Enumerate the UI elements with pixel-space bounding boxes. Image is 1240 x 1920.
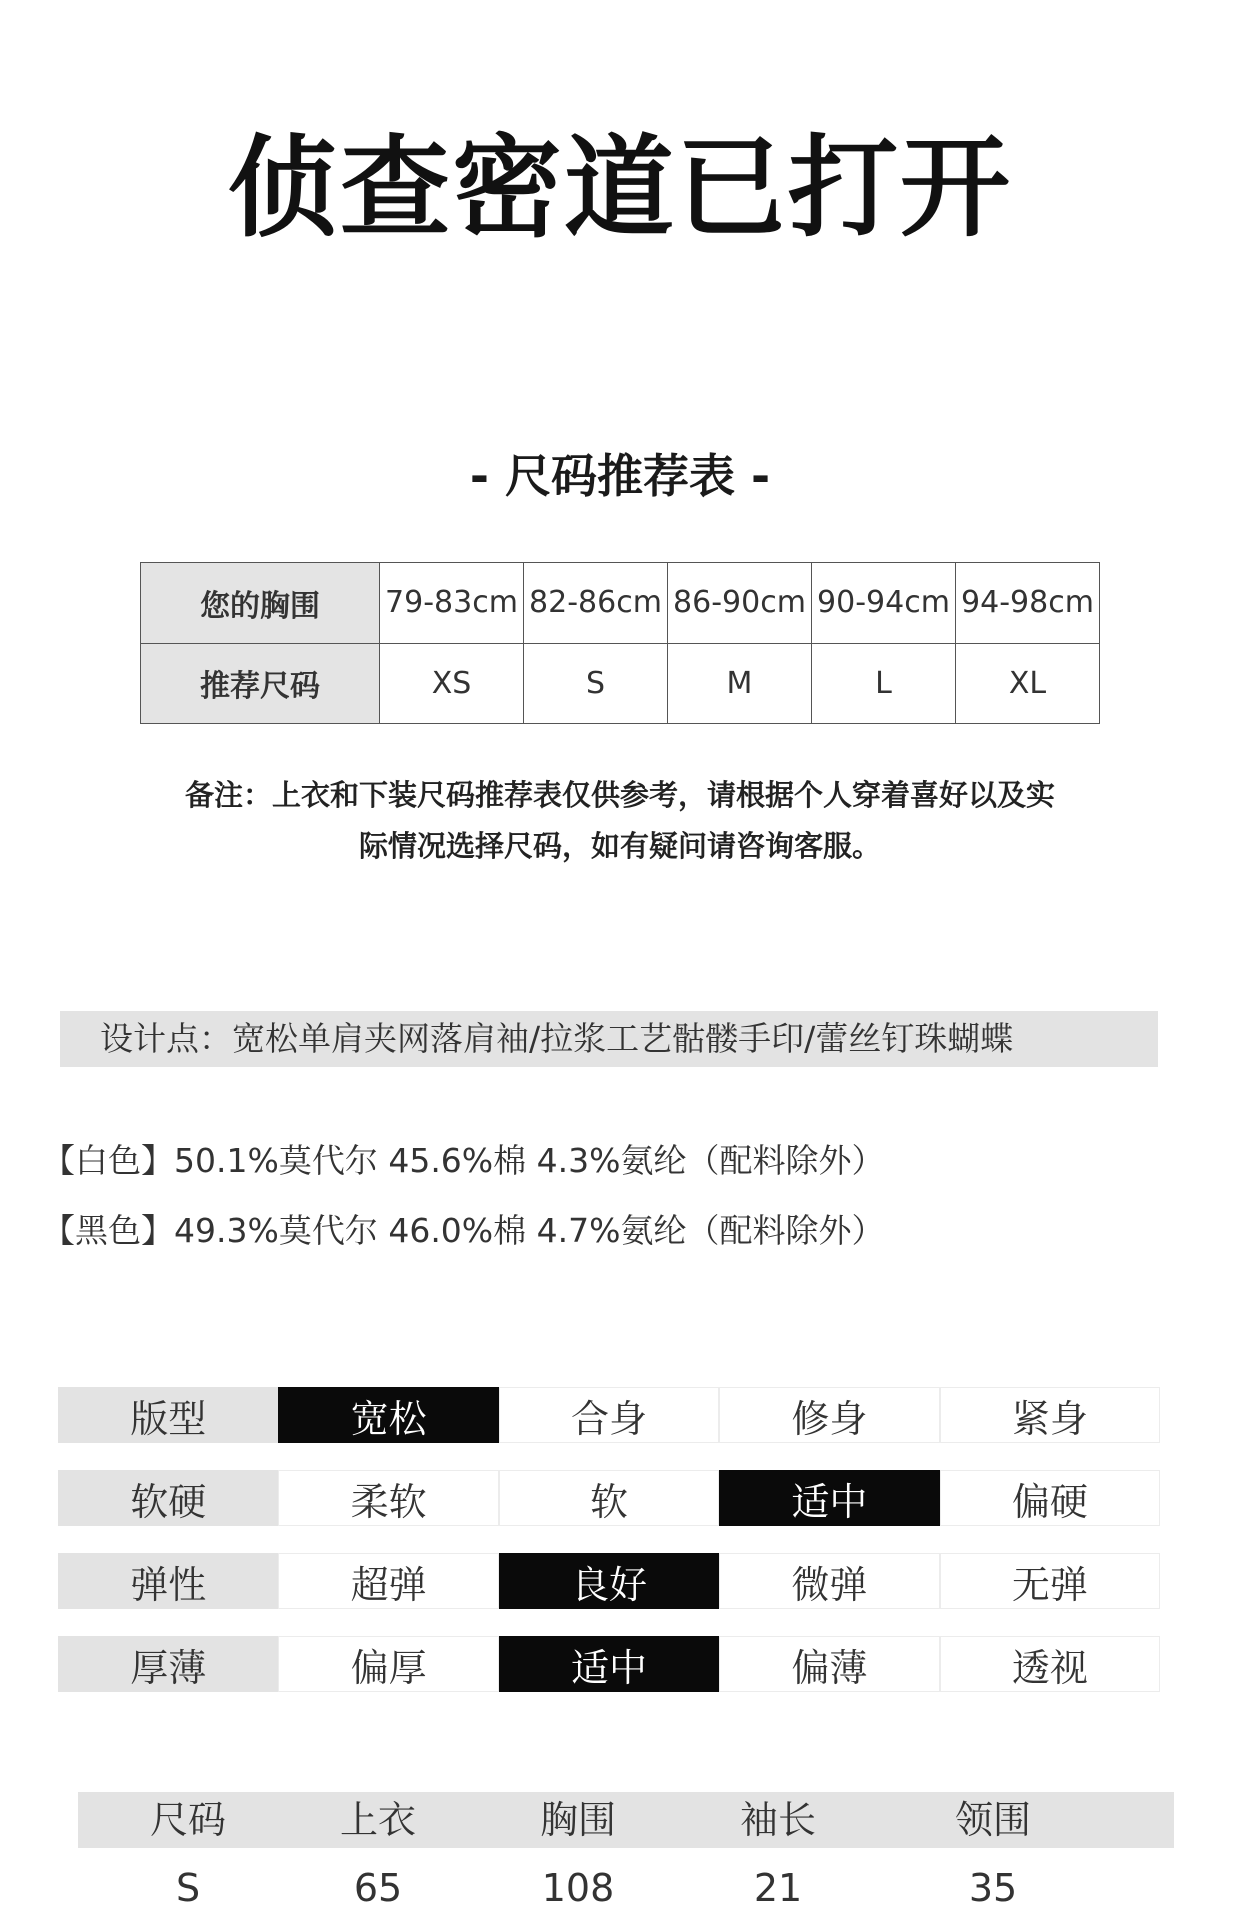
size-note-line: 际情况选择尺码，如有疑问请咨询客服。 xyxy=(358,829,881,863)
attribute-option: 紧身 xyxy=(940,1387,1160,1443)
attribute-option-selected: 适中 xyxy=(499,1636,719,1692)
size-chart-title: - 尺码推荐表 - xyxy=(469,449,771,503)
attribute-option: 偏薄 xyxy=(719,1636,939,1692)
size-note xyxy=(130,770,1110,872)
attribute-option: 偏厚 xyxy=(278,1636,498,1692)
size-note-line: 备注：上衣和下装尺码推荐表仅供参考，请根据个人穿着喜好以及实 xyxy=(184,778,1055,812)
attribute-option: 无弹 xyxy=(940,1553,1160,1609)
attribute-label: 厚薄 xyxy=(58,1636,278,1692)
attribute-option: 微弹 xyxy=(719,1553,939,1609)
attribute-option: 透视 xyxy=(940,1636,1160,1692)
measurement-header-cell: 尺码 xyxy=(149,1798,226,1842)
attribute-option: 修身 xyxy=(719,1387,939,1443)
fabric-black: 【黑色】49.3%莫代尔 46.0%棉 4.7%氨纶（配料除外） xyxy=(42,1211,885,1250)
measurement-cell: 108 xyxy=(541,1866,615,1910)
attribute-row-fit xyxy=(58,1387,1160,1443)
attribute-label: 版型 xyxy=(58,1387,278,1443)
attribute-row-thickness xyxy=(58,1636,1160,1692)
attribute-row-softness xyxy=(58,1470,1160,1526)
measurement-header-cell: 袖长 xyxy=(739,1798,816,1842)
measurement-header xyxy=(78,1792,1174,1848)
design-points-bar xyxy=(60,1011,1158,1067)
design-points-text: 设计点：宽松单肩夹网落肩袖/拉浆工艺骷髅手印/蕾丝钉珠蝴蝶 xyxy=(100,1019,1014,1058)
bust-row-label: 您的胸围 xyxy=(141,563,380,644)
measurement-cell: 35 xyxy=(968,1866,1018,1910)
bust-range-cell: 82-86cm xyxy=(524,563,668,644)
attribute-option-selected: 良好 xyxy=(499,1553,719,1609)
size-cell: M xyxy=(668,643,812,724)
size-row-label: 推荐尺码 xyxy=(141,643,380,724)
size-cell: XL xyxy=(956,643,1100,724)
measurement-header-cell: 领围 xyxy=(954,1798,1031,1842)
size-cell: S xyxy=(524,643,668,724)
size-row xyxy=(141,643,1100,724)
size-cell: L xyxy=(812,643,956,724)
measurement-row xyxy=(78,1860,1174,1920)
attribute-label: 弹性 xyxy=(58,1553,278,1609)
measurement-header-cell: 胸围 xyxy=(539,1798,616,1842)
bust-range-cell: 90-94cm xyxy=(812,563,956,644)
measurement-cell: S xyxy=(175,1866,201,1910)
attribute-option: 偏硬 xyxy=(940,1470,1160,1526)
measurement-cell: 21 xyxy=(753,1866,803,1910)
attribute-row-elasticity xyxy=(58,1553,1160,1609)
attribute-label: 软硬 xyxy=(58,1470,278,1526)
bust-range-cell: 94-98cm xyxy=(956,563,1100,644)
attribute-option-selected: 宽松 xyxy=(278,1387,498,1443)
attribute-option: 合身 xyxy=(499,1387,719,1443)
measurement-header-cell: 上衣 xyxy=(339,1798,416,1842)
size-recommendation-table xyxy=(140,562,1100,724)
attribute-option: 超弹 xyxy=(278,1553,498,1609)
bust-range-cell: 79-83cm xyxy=(380,563,524,644)
attribute-option: 软 xyxy=(499,1470,719,1526)
measurement-cell: 65 xyxy=(353,1866,403,1910)
attribute-option: 柔软 xyxy=(278,1470,498,1526)
page-headline: 侦查密道已打开 xyxy=(228,124,1012,252)
bust-range-cell: 86-90cm xyxy=(668,563,812,644)
bust-row xyxy=(141,563,1100,644)
fabric-white: 【白色】50.1%莫代尔 45.6%棉 4.3%氨纶（配料除外） xyxy=(42,1141,885,1180)
size-cell: XS xyxy=(380,643,524,724)
attribute-option-selected: 适中 xyxy=(719,1470,939,1526)
